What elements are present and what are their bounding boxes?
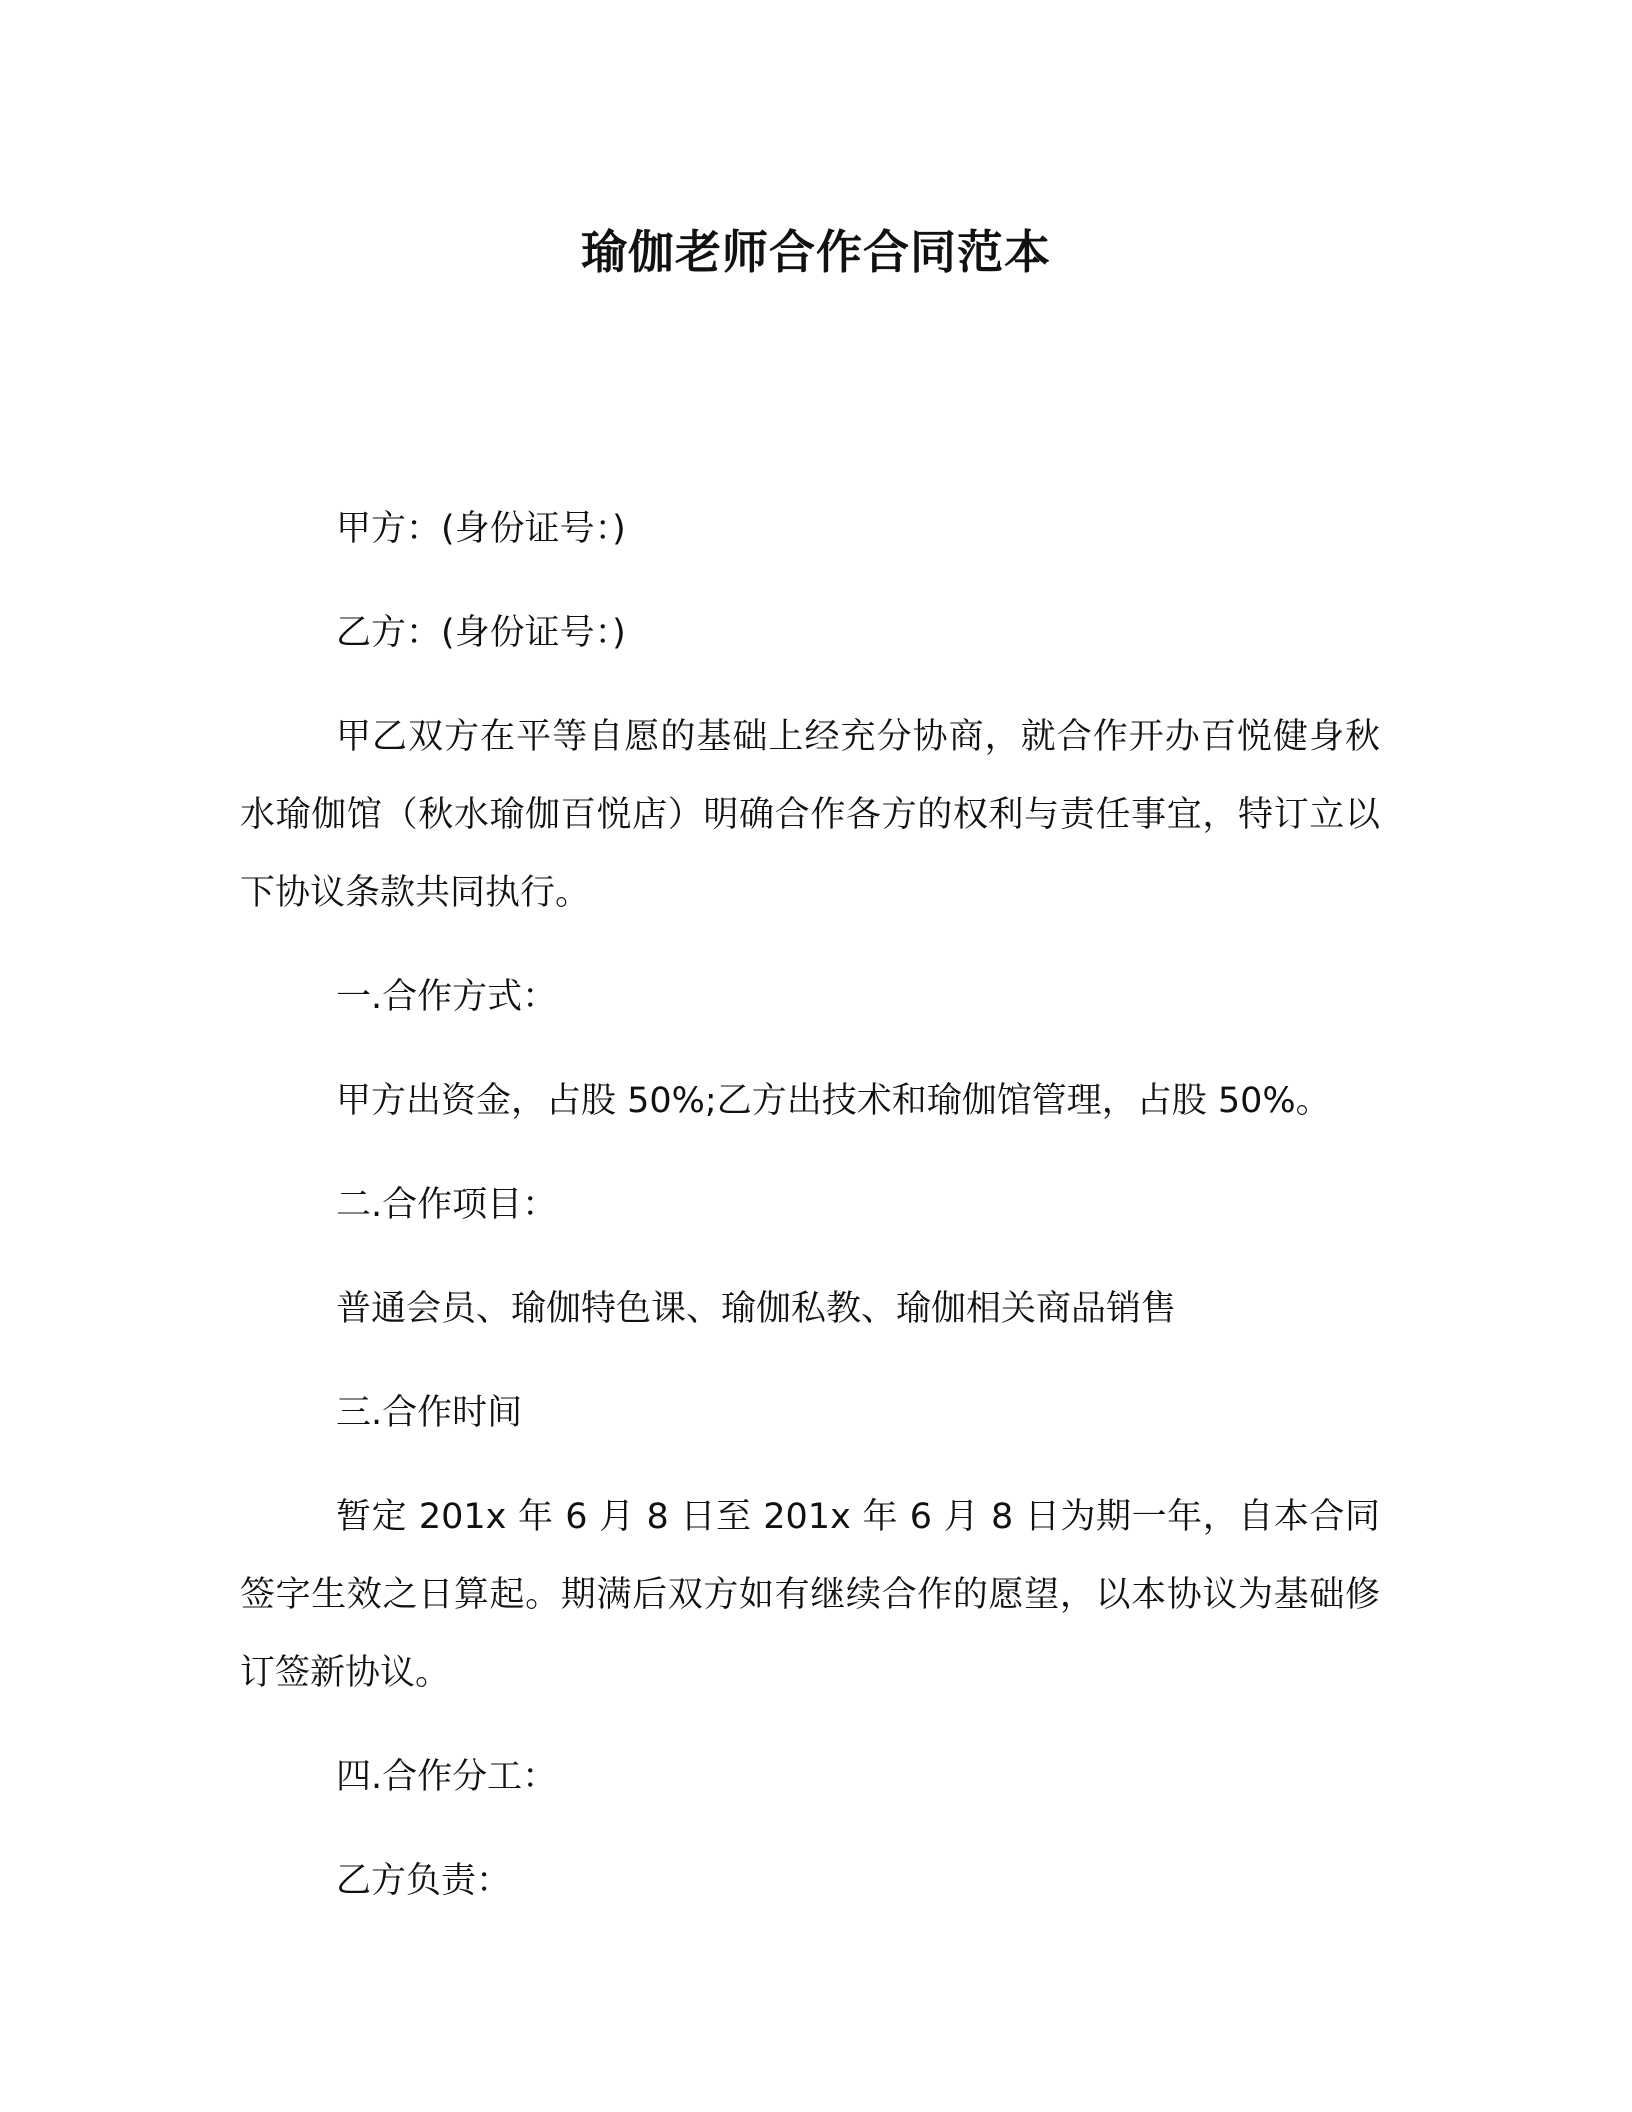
document-body	[240, 490, 1380, 1946]
cooperation-time-text: 暂定 201x 年 6 月 8 日至 201x 年 6 月 8 日为期一年，自本合同签字生效之日算起。期满后双方如有继续合作的愿望，以本协议为基础修订签新协议。	[240, 1497, 1380, 1693]
party-b-responsibility-heading: 乙方负责：	[336, 1861, 512, 1901]
document-title: 瑜伽老师合作合同范本	[581, 225, 1051, 279]
section-heading-cooperation-items: 二.合作项目：	[336, 1185, 558, 1225]
party-a-line: 甲方：(身份证号：)	[336, 509, 626, 549]
intro-paragraph: 甲乙双方在平等自愿的基础上经充分协商，就合作开办百悦健身秋水瑜伽馆（秋水瑜伽百悦店）明确合作各方的权利与责任事宜，特订立以下协议条款共同执行。	[240, 717, 1380, 913]
section-heading-division-of-work: 四.合作分工：	[336, 1757, 558, 1797]
section-heading-cooperation-time: 三.合作时间	[336, 1393, 523, 1433]
cooperation-mode-text: 甲方出资金，占股 50%;乙方出技术和瑜伽馆管理，占股 50%。	[336, 1081, 1331, 1121]
cooperation-items-text: 普通会员、瑜伽特色课、瑜伽私教、瑜伽相关商品销售	[336, 1289, 1177, 1329]
party-b-line: 乙方：(身份证号：)	[336, 613, 626, 653]
section-heading-cooperation-mode: 一.合作方式：	[336, 977, 558, 1017]
